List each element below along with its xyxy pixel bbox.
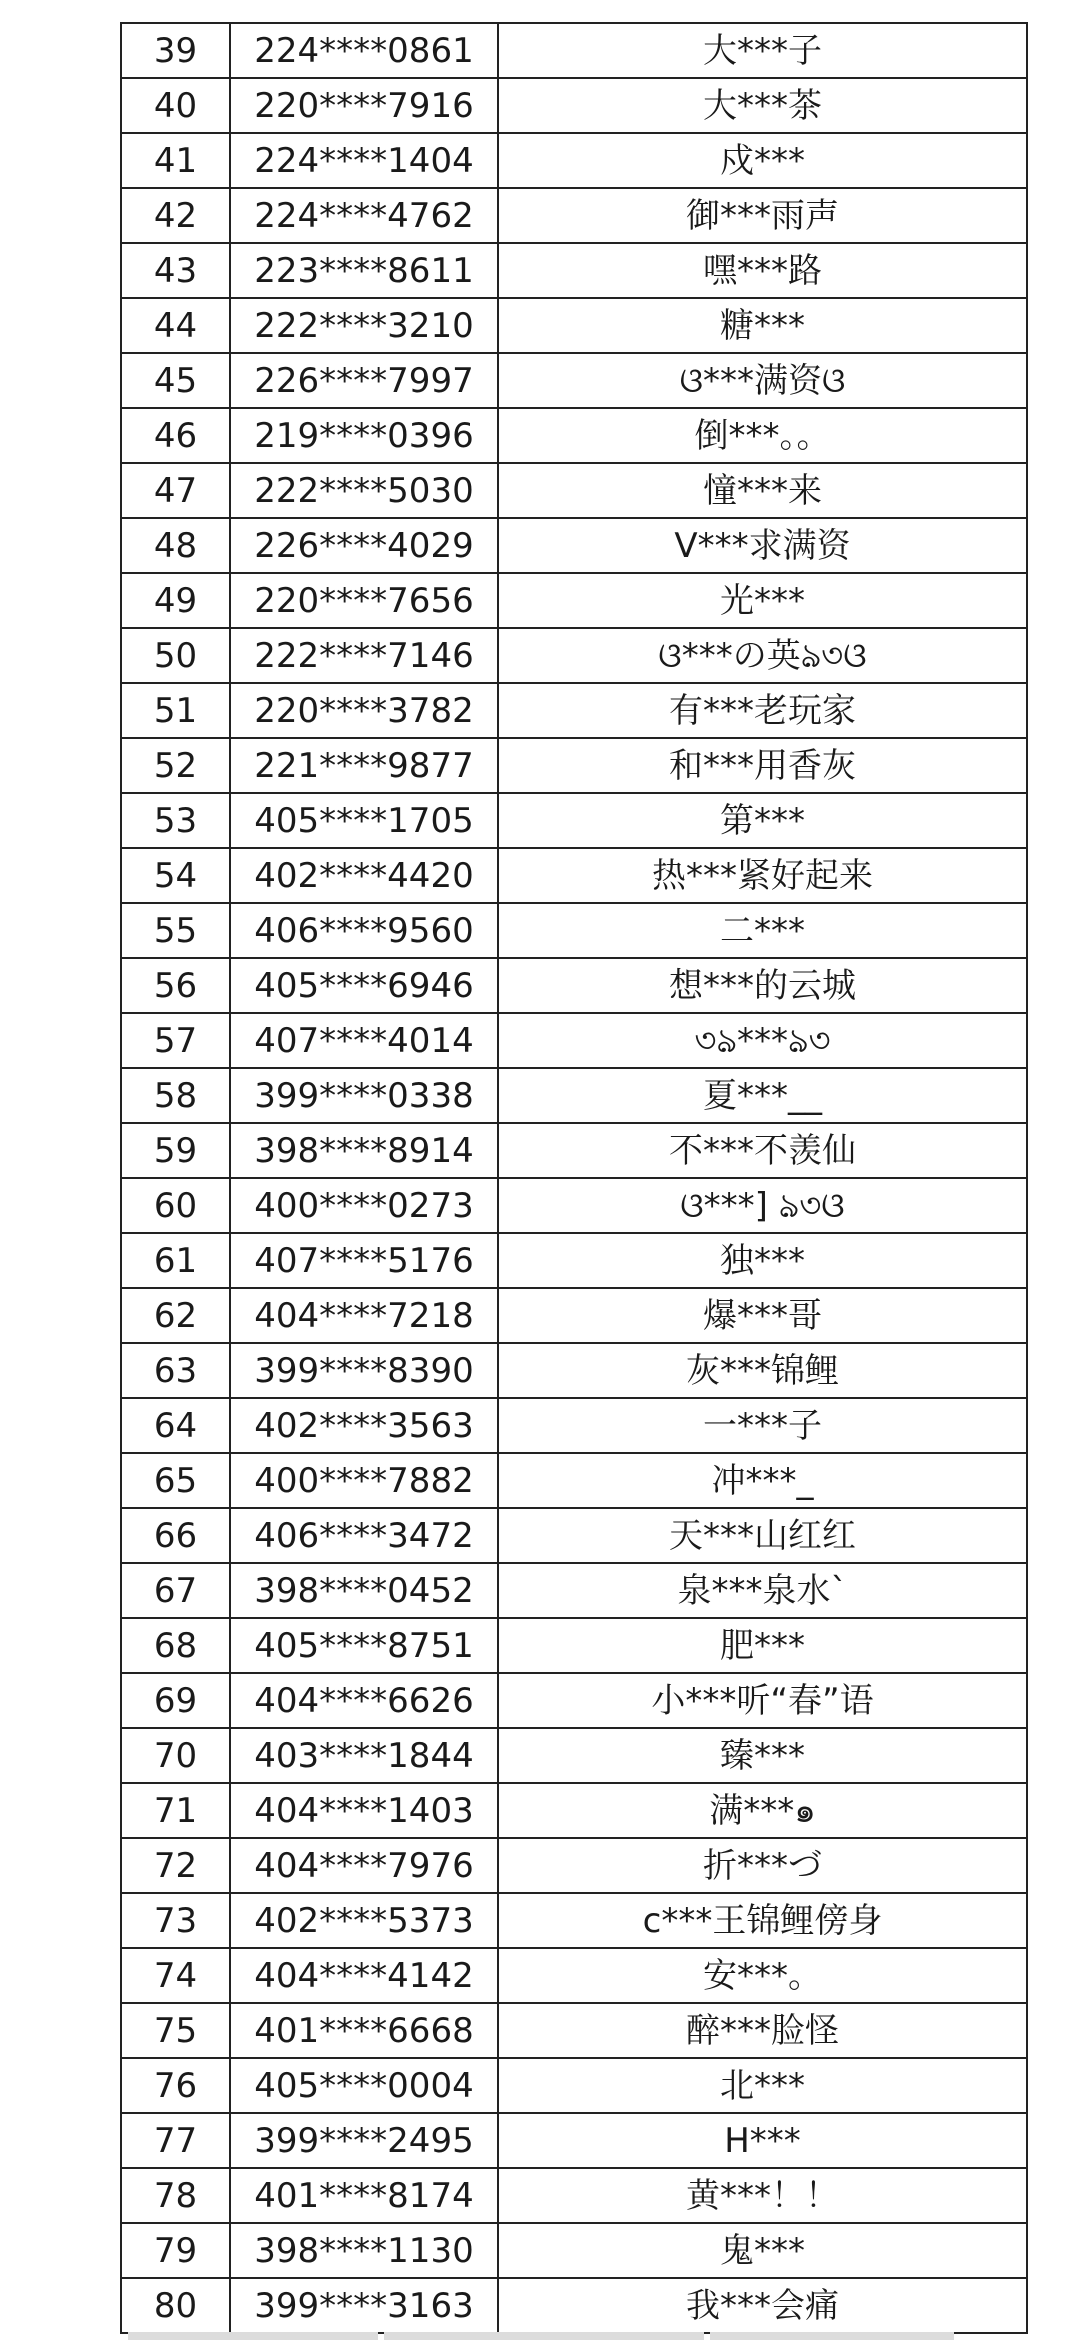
user-id-cell: 224****4762 <box>230 188 498 243</box>
nickname-cell: 嘿***路 <box>498 243 1027 298</box>
user-id-cell: 404****6626 <box>230 1673 498 1728</box>
rank-cell: 60 <box>121 1178 230 1233</box>
nickname-cell: 安***。 <box>498 1948 1027 2003</box>
nickname-cell: 糖*** <box>498 298 1027 353</box>
table-row <box>121 2168 1027 2223</box>
nickname-cell: 热***紧好起来 <box>498 848 1027 903</box>
user-id-cell: 224****0861 <box>230 23 498 78</box>
rank-cell: 44 <box>121 298 230 353</box>
table-row <box>121 408 1027 463</box>
nickname-cell: 有***老玩家 <box>498 683 1027 738</box>
nickname-cell: V***求满资 <box>498 518 1027 573</box>
next-table-edge-cell <box>128 2332 378 2340</box>
rank-cell: 51 <box>121 683 230 738</box>
nickname-cell: 大***茶 <box>498 78 1027 133</box>
user-id-cell: 405****8751 <box>230 1618 498 1673</box>
user-id-cell: 401****6668 <box>230 2003 498 2058</box>
user-id-cell: 220****7656 <box>230 573 498 628</box>
user-id-cell: 399****3163 <box>230 2278 498 2333</box>
user-id-cell: 402****3563 <box>230 1398 498 1453</box>
user-id-cell: 400****0273 <box>230 1178 498 1233</box>
nickname-cell: ଓ***] ঌ৩ଓ <box>498 1178 1027 1233</box>
table-row <box>121 628 1027 683</box>
rank-cell: 43 <box>121 243 230 298</box>
rank-cell: 56 <box>121 958 230 1013</box>
nickname-cell: 灰***锦鲤 <box>498 1343 1027 1398</box>
user-id-cell: 398****8914 <box>230 1123 498 1178</box>
user-id-cell: 226****4029 <box>230 518 498 573</box>
table-row <box>121 518 1027 573</box>
nickname-cell: 光*** <box>498 573 1027 628</box>
nickname-cell: 鬼*** <box>498 2223 1027 2278</box>
table-row <box>121 2003 1027 2058</box>
user-id-cell: 222****3210 <box>230 298 498 353</box>
table-row <box>121 1948 1027 2003</box>
user-id-cell: 404****7976 <box>230 1838 498 1893</box>
rank-cell: 39 <box>121 23 230 78</box>
table-row <box>121 1013 1027 1068</box>
rank-cell: 62 <box>121 1288 230 1343</box>
nickname-cell: 第*** <box>498 793 1027 848</box>
table-row <box>121 738 1027 793</box>
table-row <box>121 2058 1027 2113</box>
rank-cell: 64 <box>121 1398 230 1453</box>
user-id-cell: 399****8390 <box>230 1343 498 1398</box>
rank-cell: 53 <box>121 793 230 848</box>
user-id-cell: 402****5373 <box>230 1893 498 1948</box>
rank-cell: 79 <box>121 2223 230 2278</box>
rank-cell: 49 <box>121 573 230 628</box>
nickname-cell: 二*** <box>498 903 1027 958</box>
rank-cell: 69 <box>121 1673 230 1728</box>
user-id-cell: 222****7146 <box>230 628 498 683</box>
table-row <box>121 1398 1027 1453</box>
table-row <box>121 958 1027 1013</box>
rank-cell: 47 <box>121 463 230 518</box>
user-id-cell: 405****6946 <box>230 958 498 1013</box>
table-row <box>121 793 1027 848</box>
rank-cell: 41 <box>121 133 230 188</box>
next-table-edge-cell <box>710 2332 954 2340</box>
table-row <box>121 1893 1027 1948</box>
user-id-cell: 407****4014 <box>230 1013 498 1068</box>
nickname-cell: 小***听“春”语 <box>498 1673 1027 1728</box>
user-id-cell: 399****0338 <box>230 1068 498 1123</box>
rank-cell: 78 <box>121 2168 230 2223</box>
user-id-cell: 226****7997 <box>230 353 498 408</box>
table-row <box>121 1453 1027 1508</box>
table-row <box>121 2113 1027 2168</box>
user-id-cell: 402****4420 <box>230 848 498 903</box>
rank-cell: 74 <box>121 1948 230 2003</box>
user-id-cell: 223****8611 <box>230 243 498 298</box>
table-row <box>121 1123 1027 1178</box>
nickname-cell: c***王锦鲤傍身 <box>498 1893 1027 1948</box>
user-id-cell: 406****3472 <box>230 1508 498 1563</box>
nickname-cell: ଓ***满资ଓ <box>498 353 1027 408</box>
rank-cell: 55 <box>121 903 230 958</box>
rank-cell: 58 <box>121 1068 230 1123</box>
rank-cell: 65 <box>121 1453 230 1508</box>
user-id-cell: 400****7882 <box>230 1453 498 1508</box>
table-row <box>121 573 1027 628</box>
user-id-cell: 398****1130 <box>230 2223 498 2278</box>
user-id-cell: 398****0452 <box>230 1563 498 1618</box>
table-row <box>121 1508 1027 1563</box>
nickname-cell: 天***山红红 <box>498 1508 1027 1563</box>
rank-cell: 46 <box>121 408 230 463</box>
table-row <box>121 903 1027 958</box>
rank-cell: 40 <box>121 78 230 133</box>
user-id-cell: 399****2495 <box>230 2113 498 2168</box>
nickname-cell: 满***๑ <box>498 1783 1027 1838</box>
user-id-cell: 406****9560 <box>230 903 498 958</box>
rank-cell: 42 <box>121 188 230 243</box>
next-table-edge-cell <box>384 2332 704 2340</box>
table-row <box>121 1783 1027 1838</box>
nickname-cell: 御***雨声 <box>498 188 1027 243</box>
rank-cell: 68 <box>121 1618 230 1673</box>
user-id-cell: 222****5030 <box>230 463 498 518</box>
nickname-cell: 肥*** <box>498 1618 1027 1673</box>
nickname-cell: 独*** <box>498 1233 1027 1288</box>
rank-cell: 72 <box>121 1838 230 1893</box>
rank-cell: 54 <box>121 848 230 903</box>
table-row <box>121 298 1027 353</box>
rank-cell: 76 <box>121 2058 230 2113</box>
table-row <box>121 1618 1027 1673</box>
nickname-cell: 想***的云城 <box>498 958 1027 1013</box>
nickname-cell: 憧***来 <box>498 463 1027 518</box>
rank-cell: 52 <box>121 738 230 793</box>
rank-cell: 77 <box>121 2113 230 2168</box>
table-row <box>121 848 1027 903</box>
table-row <box>121 78 1027 133</box>
nickname-cell: 北*** <box>498 2058 1027 2113</box>
winner-list-table-container <box>120 22 1026 2334</box>
table-row <box>121 1673 1027 1728</box>
nickname-cell: H*** <box>498 2113 1027 2168</box>
nickname-cell: 倒***。。 <box>498 408 1027 463</box>
nickname-cell: 夏***__ <box>498 1068 1027 1123</box>
next-table-edge <box>128 2332 954 2340</box>
table-row <box>121 1233 1027 1288</box>
rank-cell: 63 <box>121 1343 230 1398</box>
user-id-cell: 405****1705 <box>230 793 498 848</box>
nickname-cell: 折***づ <box>498 1838 1027 1893</box>
table-row <box>121 1178 1027 1233</box>
table-row <box>121 1563 1027 1618</box>
table-row <box>121 1343 1027 1398</box>
rank-cell: 80 <box>121 2278 230 2333</box>
nickname-cell: 不***不羡仙 <box>498 1123 1027 1178</box>
winner-list-body <box>121 23 1027 2333</box>
table-row <box>121 1068 1027 1123</box>
user-id-cell: 220****3782 <box>230 683 498 738</box>
table-row <box>121 1838 1027 1893</box>
rank-cell: 75 <box>121 2003 230 2058</box>
rank-cell: 67 <box>121 1563 230 1618</box>
user-id-cell: 220****7916 <box>230 78 498 133</box>
nickname-cell: 大***子 <box>498 23 1027 78</box>
table-row <box>121 463 1027 518</box>
nickname-cell: ৩ঌ***ঌ৩ <box>498 1013 1027 1068</box>
nickname-cell: 醉***脸怪 <box>498 2003 1027 2058</box>
rank-cell: 50 <box>121 628 230 683</box>
user-id-cell: 407****5176 <box>230 1233 498 1288</box>
table-row <box>121 1288 1027 1343</box>
rank-cell: 70 <box>121 1728 230 1783</box>
nickname-cell: 一***子 <box>498 1398 1027 1453</box>
table-row <box>121 243 1027 298</box>
rank-cell: 48 <box>121 518 230 573</box>
winner-list-table <box>120 22 1028 2334</box>
table-row <box>121 23 1027 78</box>
table-row <box>121 2223 1027 2278</box>
rank-cell: 73 <box>121 1893 230 1948</box>
table-row <box>121 133 1027 188</box>
rank-cell: 71 <box>121 1783 230 1838</box>
user-id-cell: 403****1844 <box>230 1728 498 1783</box>
user-id-cell: 221****9877 <box>230 738 498 793</box>
table-row <box>121 353 1027 408</box>
nickname-cell: 泉***泉水` <box>498 1563 1027 1618</box>
user-id-cell: 219****0396 <box>230 408 498 463</box>
nickname-cell: 戍*** <box>498 133 1027 188</box>
user-id-cell: 404****7218 <box>230 1288 498 1343</box>
nickname-cell: 和***用香灰 <box>498 738 1027 793</box>
user-id-cell: 404****4142 <box>230 1948 498 2003</box>
table-row <box>121 1728 1027 1783</box>
nickname-cell: 冲***_ <box>498 1453 1027 1508</box>
user-id-cell: 401****8174 <box>230 2168 498 2223</box>
user-id-cell: 404****1403 <box>230 1783 498 1838</box>
rank-cell: 66 <box>121 1508 230 1563</box>
nickname-cell: 臻*** <box>498 1728 1027 1783</box>
nickname-cell: 爆***哥 <box>498 1288 1027 1343</box>
rank-cell: 61 <box>121 1233 230 1288</box>
rank-cell: 45 <box>121 353 230 408</box>
table-row <box>121 683 1027 738</box>
rank-cell: 59 <box>121 1123 230 1178</box>
rank-cell: 57 <box>121 1013 230 1068</box>
user-id-cell: 224****1404 <box>230 133 498 188</box>
table-row <box>121 2278 1027 2333</box>
table-row <box>121 188 1027 243</box>
nickname-cell: 我***会痛 <box>498 2278 1027 2333</box>
nickname-cell: 黄***！！ <box>498 2168 1027 2223</box>
user-id-cell: 405****0004 <box>230 2058 498 2113</box>
nickname-cell: ଓ***の英ঌ৩ଓ <box>498 628 1027 683</box>
